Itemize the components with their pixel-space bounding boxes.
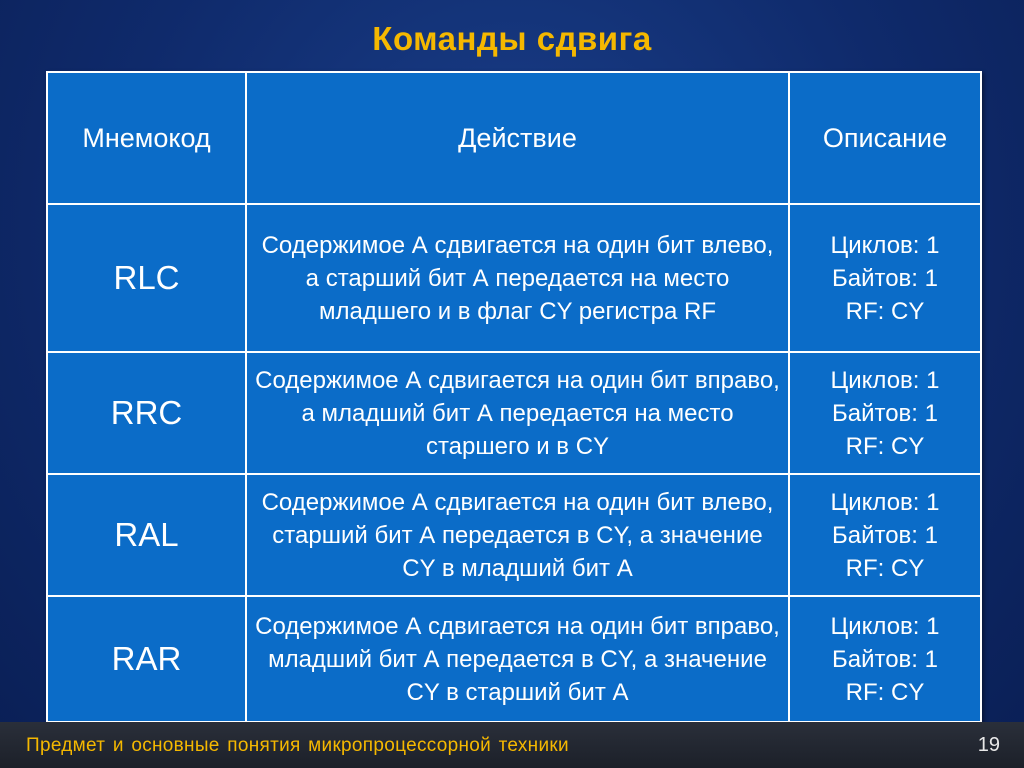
- bytes-text: Байтов: 1: [831, 521, 938, 549]
- slide-title: Команды сдвига: [372, 20, 652, 57]
- flags-text: RF: CY: [845, 297, 925, 325]
- table-row-rar: [47, 596, 981, 722]
- cycles-text: Циклов: 1: [830, 612, 940, 640]
- description-cell: [789, 596, 981, 722]
- flags-text: RF: CY: [845, 678, 925, 706]
- action-cell: Содержимое А сдвигается на один бит вправо, младший бит А передается в CY, а значение CY в старший бит А: [246, 596, 789, 722]
- mnemonic-cell: RAL: [47, 474, 246, 596]
- flags-text: RF: CY: [845, 554, 925, 582]
- mnemonic-cell: RLC: [47, 204, 246, 352]
- cycles-text: Циклов: 1: [830, 488, 940, 516]
- table-header-row: [47, 72, 981, 204]
- action-cell: Содержимое А сдвигается на один бит влево, а старший бит А передается на место младшего и в флаг CY регистра RF: [246, 204, 789, 352]
- cycles-text: Циклов: 1: [830, 366, 940, 394]
- footer-course-title: Предмет и основные понятия микропроцессорной техники: [26, 735, 569, 756]
- bytes-text: Байтов: 1: [831, 264, 938, 292]
- header-description: Описание: [789, 72, 981, 204]
- cycles-text: Циклов: 1: [830, 231, 940, 259]
- page-number: 19: [977, 734, 1000, 756]
- description-cell: [789, 204, 981, 352]
- description-cell: [789, 352, 981, 474]
- table-row-rrc: [47, 352, 981, 474]
- flags-text: RF: CY: [845, 432, 925, 460]
- table-row-rlc: [47, 204, 981, 352]
- action-cell: Содержимое А сдвигается на один бит влево, старший бит А передается в CY, а значение CY в младший бит А: [246, 474, 789, 596]
- mnemonic-cell: RAR: [47, 596, 246, 722]
- bytes-text: Байтов: 1: [831, 399, 938, 427]
- header-action: Действие: [246, 72, 789, 204]
- bytes-text: Байтов: 1: [831, 645, 938, 673]
- mnemonic-cell: RRC: [47, 352, 246, 474]
- footer-bar: [0, 722, 1024, 768]
- action-cell: Содержимое А сдвигается на один бит вправо, а младший бит А передается на место старшего и в CY: [246, 352, 789, 474]
- shift-commands-table: [46, 71, 982, 723]
- description-cell: [789, 474, 981, 596]
- table-row-ral: [47, 474, 981, 596]
- header-mnemonic: Мнемокод: [47, 72, 246, 204]
